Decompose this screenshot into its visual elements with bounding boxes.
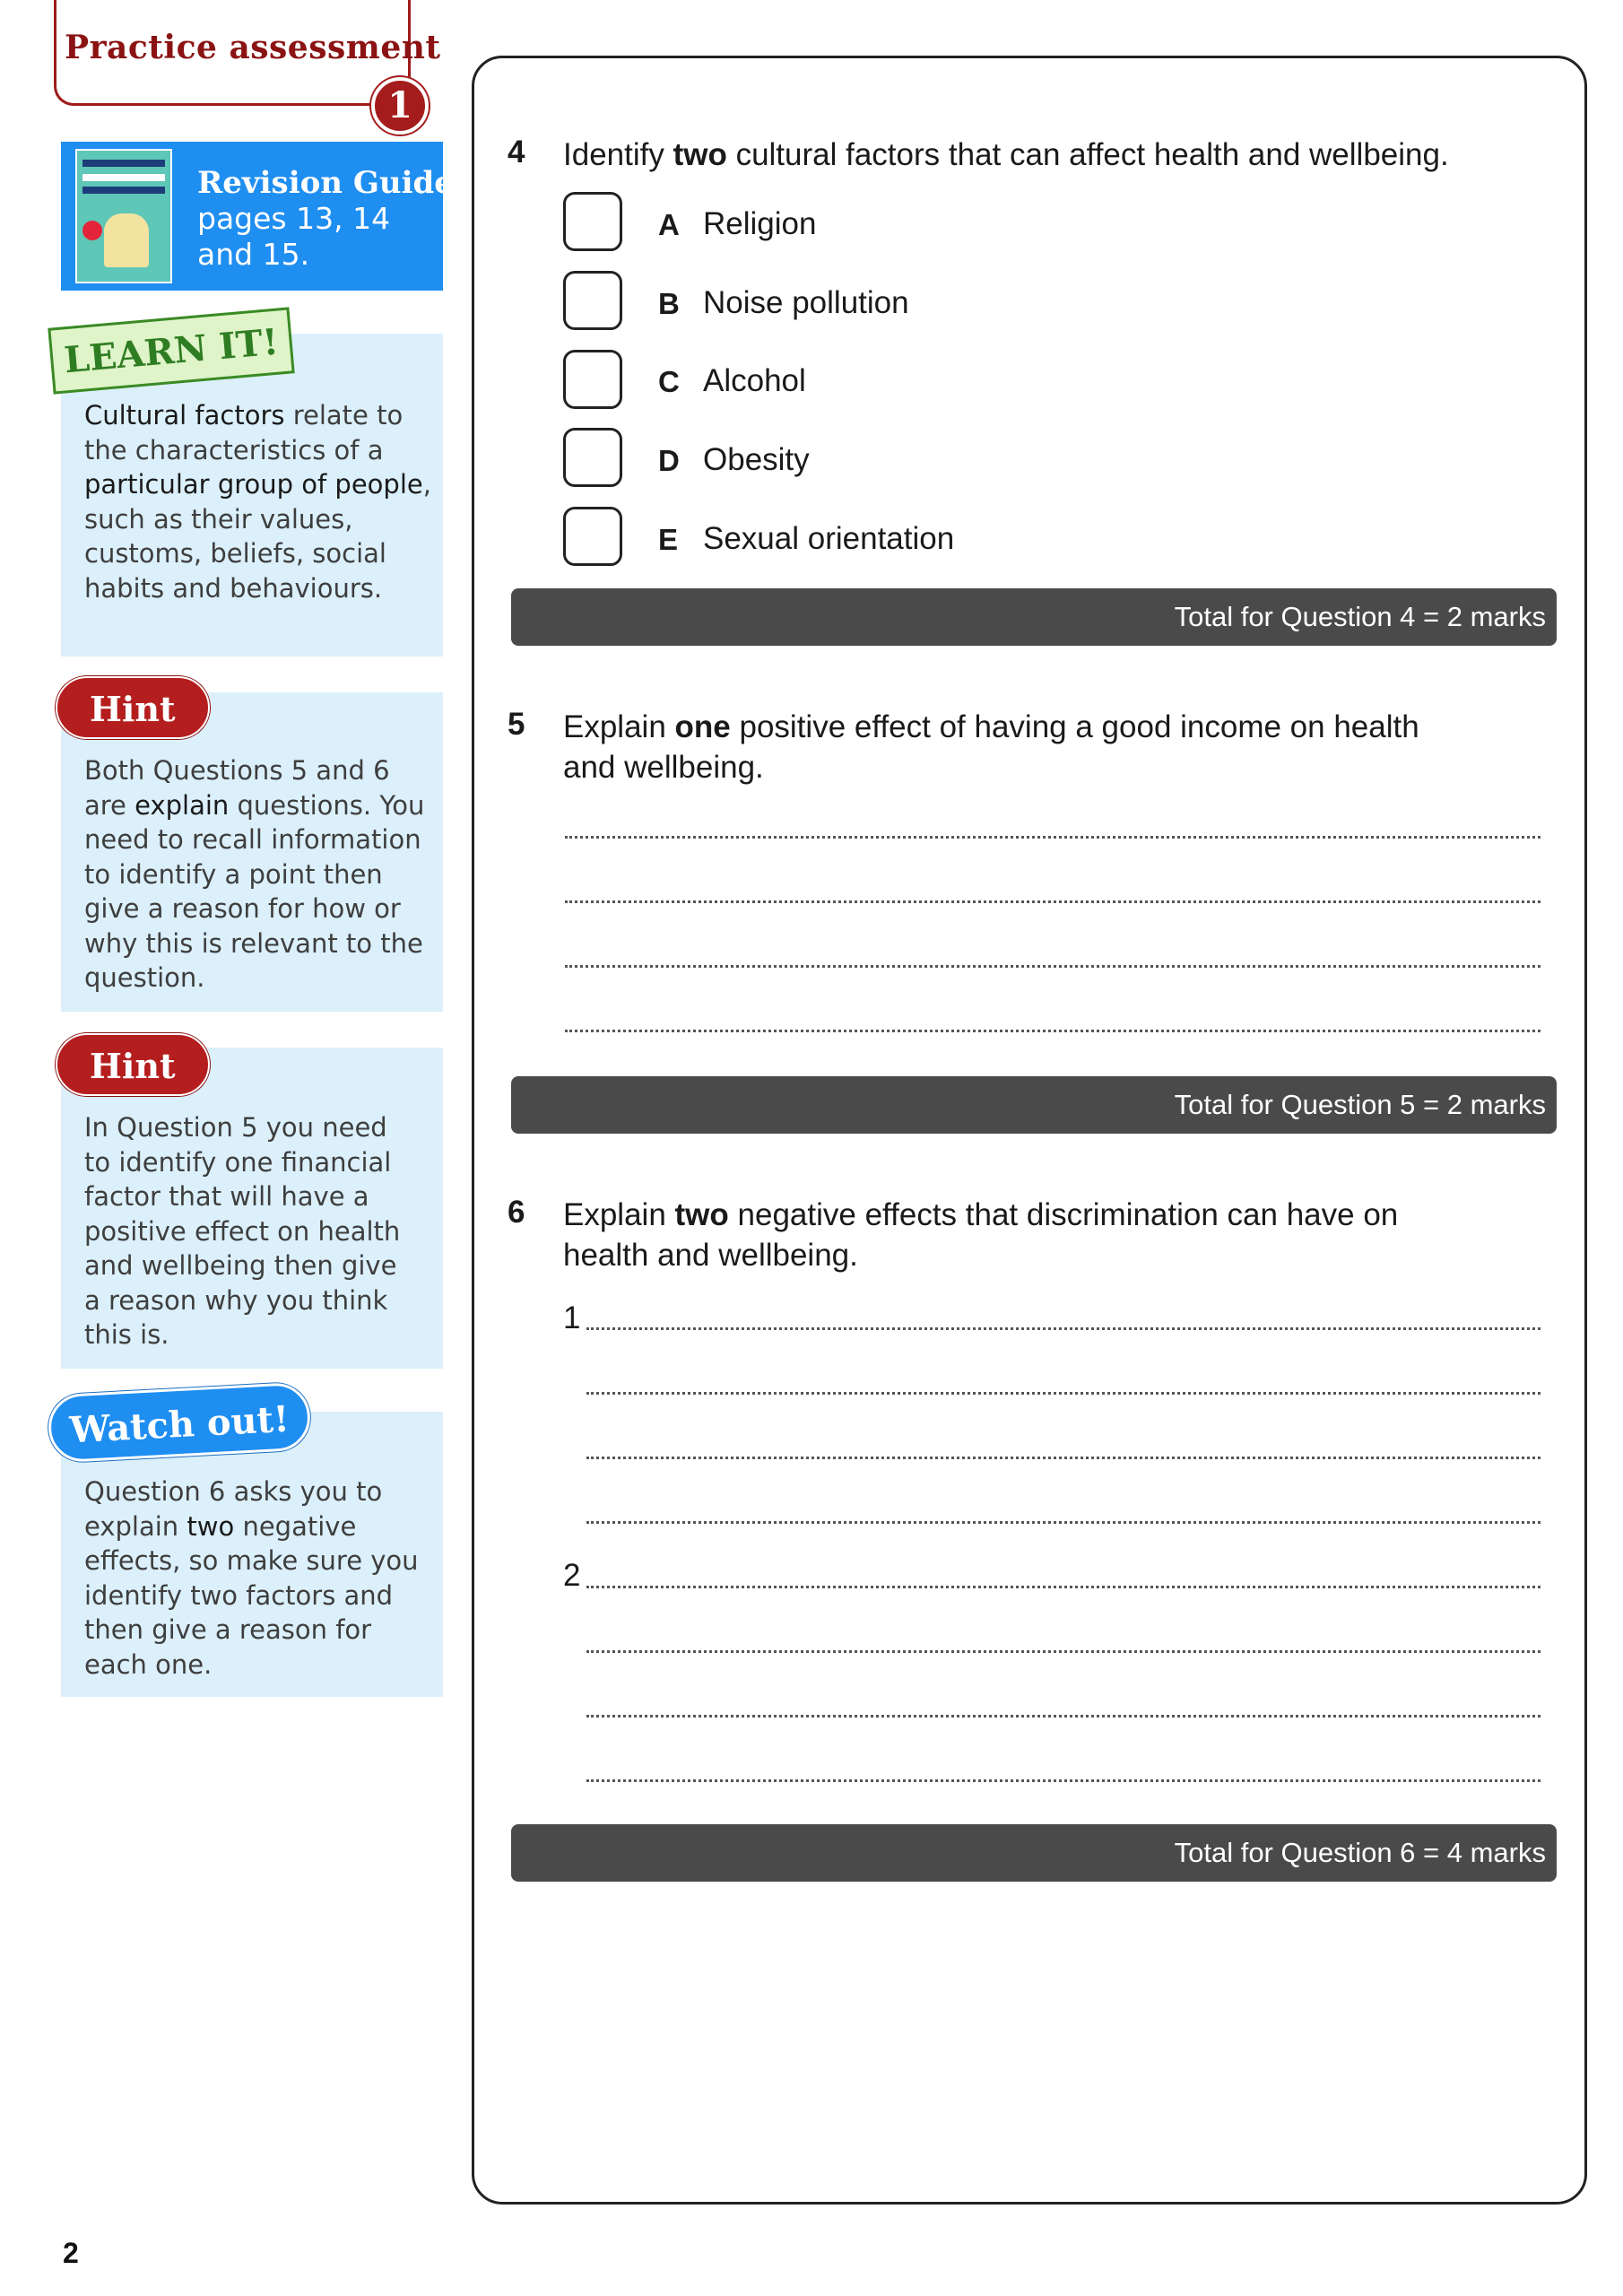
q5-answer-line[interactable] [565,965,1541,968]
option-a-checkbox[interactable] [563,192,622,251]
answer-label-1: 1 [563,1300,581,1335]
hint-badge-1: Hint [56,676,210,739]
revision-guide-title: Revision Guide [197,165,454,201]
q6-answer-line[interactable] [586,1586,1541,1588]
question-6-total-bar: Total for Question 6 = 4 marks [511,1824,1557,1882]
option-b-letter: B [658,287,680,320]
page-title: Practice assessment [65,29,441,66]
hint-text-1: Both Questions 5 and 6 are explain questions. You need to recall information to identify a point then give a reason for how or why this is relevant to the question. [84,755,425,993]
answer-label-2: 2 [563,1558,581,1593]
assessment-number-badge: 1 [371,77,429,135]
question-4-text: Identify two cultural factors that can affect health and wellbeing. [563,137,1449,172]
q6-answer-line[interactable] [586,1327,1541,1330]
option-b-text: Noise pollution [703,285,909,320]
option-d-letter: D [658,444,680,477]
q6-answer-line[interactable] [586,1521,1541,1524]
option-a-text: Religion [703,206,817,241]
watch-out-badge: Watch out! [47,1381,312,1463]
question-4-total-bar: Total for Question 4 = 2 marks [511,588,1557,646]
question-5-text: Explain one positive effect of having a good income on health and wellbeing. [563,709,1419,785]
q6-answer-line[interactable] [586,1779,1541,1782]
revision-guide-cover-image [75,149,172,283]
revision-guide-pages: pages 13, 14 and 15. [197,201,391,272]
q6-answer-line[interactable] [586,1715,1541,1718]
option-e-text: Sexual orientation [703,521,955,556]
q5-answer-line[interactable] [565,900,1541,903]
question-5-total-bar: Total for Question 5 = 2 marks [511,1076,1557,1134]
option-a-letter: A [658,208,680,241]
option-b-checkbox[interactable] [563,271,622,330]
option-c-text: Alcohol [703,363,806,398]
question-5-number: 5 [508,707,525,742]
question-6-text: Explain two negative effects that discrimination can have on health and wellbeing. [563,1197,1399,1273]
option-e-checkbox[interactable] [563,507,622,566]
q5-answer-line[interactable] [565,836,1541,839]
question-4-number: 4 [508,135,525,170]
option-d-checkbox[interactable] [563,428,622,487]
question-6-number: 6 [508,1195,525,1230]
learn-it-text: Cultural factors relate to the characteristics of a particular group of people, such as their values, customs, beliefs, social habits and behaviours. [84,400,431,604]
option-c-letter: C [658,365,680,398]
hint-text-2: In Question 5 you need to identify one financial factor that will have a positive effect on health and wellbeing then give a reason why you think this is. [84,1112,401,1350]
q6-answer-line[interactable] [586,1650,1541,1653]
option-e-letter: E [658,523,679,556]
learn-it-badge: LEARN IT! [48,307,294,394]
q6-answer-line[interactable] [586,1392,1541,1395]
learn-it-term: Cultural factors [84,400,285,430]
option-d-text: Obesity [703,442,810,477]
q6-answer-line[interactable] [586,1457,1541,1459]
option-c-checkbox[interactable] [563,350,622,409]
page-number: 2 [63,2237,79,2269]
watch-out-text: Question 6 asks you to explain two negative effects, so make sure you identify two factors and then give a reason for each one. [84,1476,419,1680]
q5-answer-line[interactable] [565,1030,1541,1032]
hint-badge-2: Hint [56,1033,210,1096]
